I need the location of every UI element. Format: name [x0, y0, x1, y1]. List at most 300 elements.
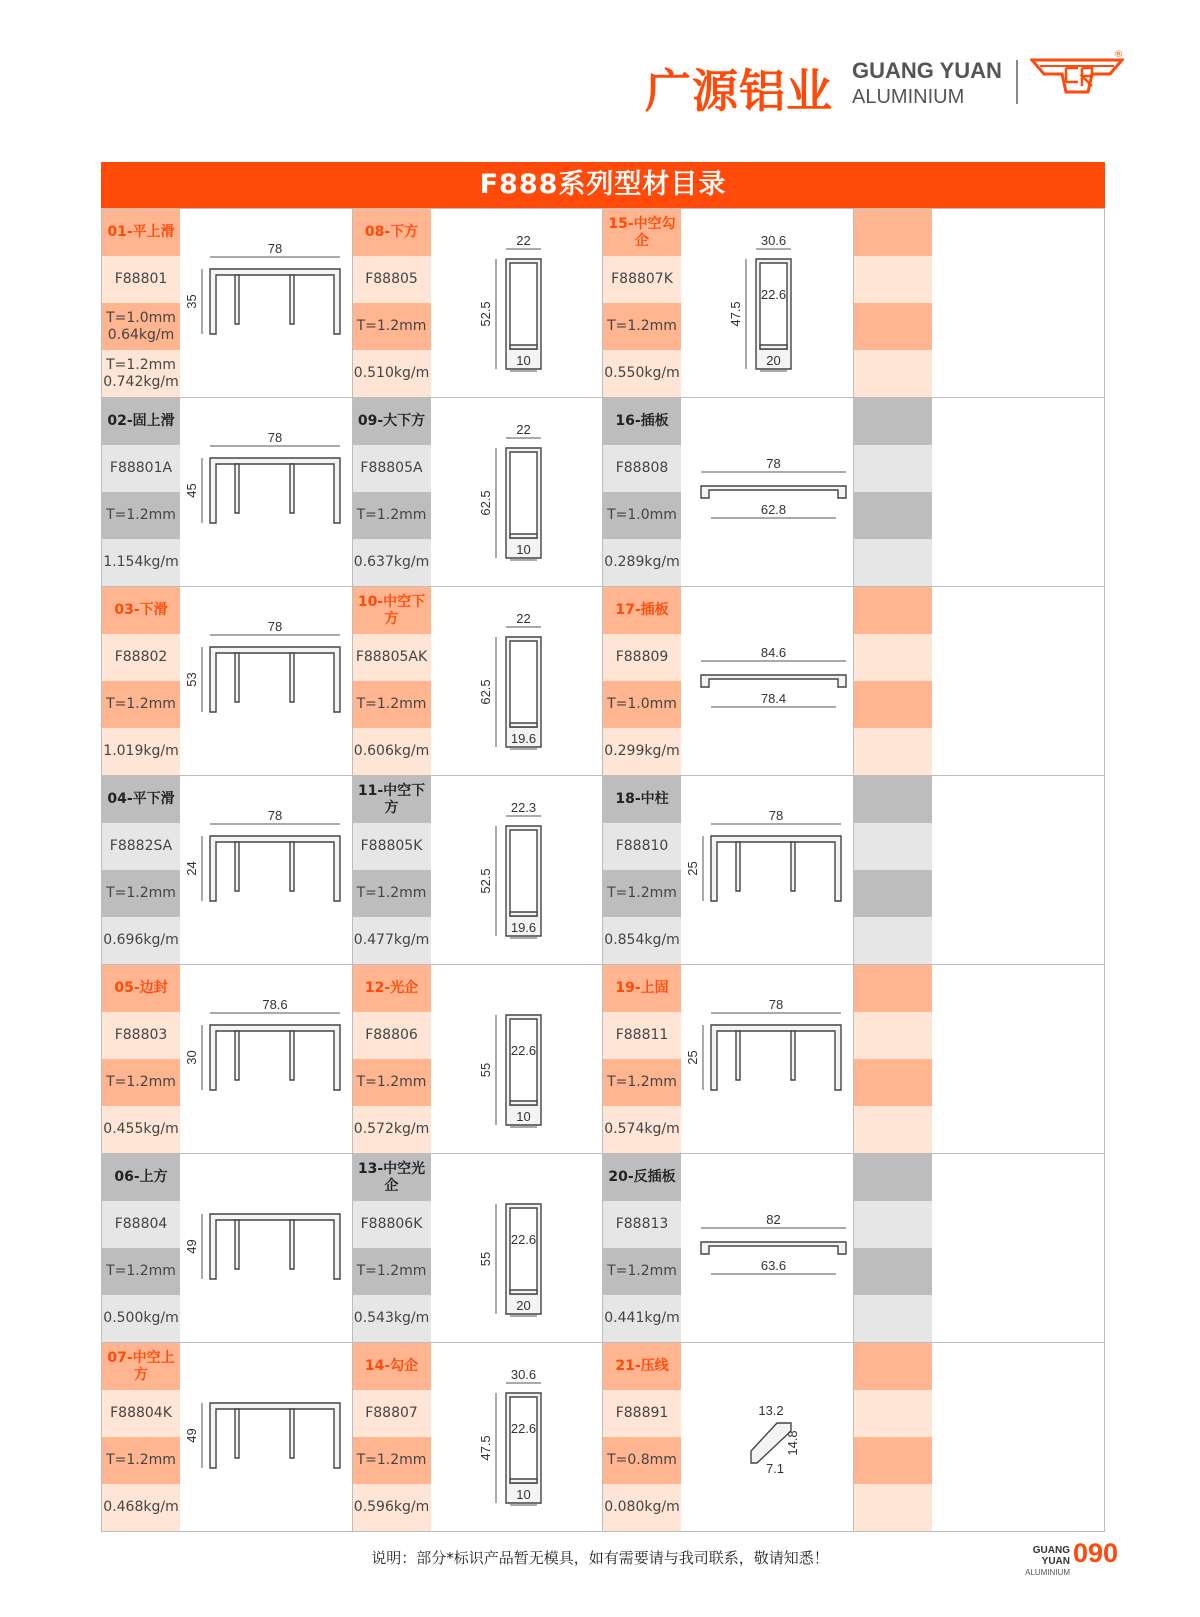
profile-thickness: T=1.2mm: [102, 1248, 180, 1295]
dimension-label: 24: [184, 861, 199, 876]
profile-labels: [603, 587, 681, 775]
profile-name: [854, 209, 932, 256]
profile-thickness: T=1.2mm: [102, 1437, 180, 1484]
dimension-label: 22.3: [510, 800, 536, 815]
profile-labels: [854, 1343, 932, 1531]
catalog-row: [102, 964, 1104, 1153]
profile-labels: [353, 1343, 431, 1531]
footer-brand-sub: ALUMINIUM: [1025, 1568, 1070, 1577]
profile-drawing: [431, 776, 603, 964]
profile-thickness: T=1.0mm: [603, 492, 681, 539]
profile-code: F88808: [603, 445, 681, 492]
catalog-row: [102, 397, 1104, 586]
profile-weight: [854, 1295, 932, 1342]
dimension-label: 45: [184, 483, 199, 498]
profile-labels: [854, 398, 932, 586]
dimension-label: 22.6: [760, 287, 787, 302]
profile-name: 19-上固: [603, 965, 681, 1012]
brand-name-cn: 广源铝业: [645, 64, 833, 118]
profile-item: [102, 398, 353, 586]
profile-drawing: [932, 398, 1105, 586]
profile-section: [711, 1025, 841, 1090]
profile-thickness: T=1.2mm: [102, 1059, 180, 1106]
profile-drawing: [932, 776, 1105, 964]
profile-name: 17-插板: [603, 587, 681, 634]
profile-drawing: [681, 1154, 853, 1342]
dimension-label: 78: [768, 997, 784, 1012]
dimension-label: 49: [184, 1239, 199, 1254]
profile-section: [235, 275, 239, 324]
profile-code: F88807: [353, 1390, 431, 1437]
profile-section: [791, 1031, 795, 1080]
profile-name: 04-平下滑: [102, 776, 180, 823]
profile-weight: 0.637kg/m: [353, 539, 431, 586]
profile-labels: [353, 1154, 431, 1342]
profile-section: [510, 723, 537, 727]
profile-section: [701, 486, 846, 498]
dimension-label: 13.2: [758, 1403, 784, 1418]
profile-item: [102, 1343, 353, 1531]
dimension-label: 10: [515, 353, 531, 368]
profile-labels: [353, 965, 431, 1153]
registered-mark: ®: [1114, 50, 1123, 60]
profile-section: [235, 464, 239, 513]
profile-code: F88805AK: [353, 634, 431, 681]
profile-name: [854, 398, 932, 445]
profile-drawing-svg: [180, 1154, 353, 1342]
dimension-label: 78.4: [760, 691, 787, 706]
profile-item: [603, 587, 854, 775]
profile-drawing: [681, 965, 853, 1153]
profile-code: F88801A: [102, 445, 180, 492]
profile-weight: [854, 1484, 932, 1531]
profile-weight: [854, 1106, 932, 1153]
profile-section: [510, 1290, 537, 1294]
footer-brand: [1002, 1545, 1070, 1578]
profile-name: [854, 776, 932, 823]
profile-labels: [603, 776, 681, 964]
profile-item: [102, 209, 353, 397]
profile-code: F88805K: [353, 823, 431, 870]
profile-drawing-svg: [681, 209, 854, 397]
profile-item: [102, 587, 353, 775]
dimension-label: 62.8: [760, 502, 787, 517]
profile-labels: [854, 1154, 932, 1342]
profile-item: [102, 1154, 353, 1342]
dimension-label: 22.6: [510, 1232, 536, 1247]
dimension-label: 55: [477, 1251, 493, 1267]
brand-divider: [1016, 60, 1018, 104]
profile-name: 13-中空光企: [353, 1154, 431, 1201]
profile-drawing-svg: [431, 1343, 604, 1531]
profile-code: [854, 1012, 932, 1059]
dimension-label: 52.5: [477, 301, 493, 327]
profile-name: 16-插板: [603, 398, 681, 445]
profile-labels: [854, 209, 932, 397]
profile-section: [210, 1025, 340, 1090]
profile-thickness: T=1.2mm: [603, 870, 681, 917]
profile-code: F88804: [102, 1201, 180, 1248]
profile-section: [235, 1031, 239, 1080]
profile-drawing-svg: [180, 965, 353, 1153]
profile-item: [854, 965, 1105, 1153]
dimension-label: 78: [267, 430, 283, 445]
dimension-label: 20: [515, 1298, 531, 1313]
profile-name: 07-中空上方: [102, 1343, 180, 1390]
profile-labels: [353, 209, 431, 397]
profile-drawing-svg: [180, 776, 353, 964]
footer-brand-name: GUANG YUAN: [1032, 1545, 1070, 1567]
profile-thickness: T=1.2mm: [353, 1437, 431, 1484]
profile-drawing-svg: [180, 209, 353, 397]
profile-thickness: T=1.2mm: [353, 870, 431, 917]
profile-drawing: [431, 1343, 603, 1531]
profile-weight: 0.289kg/m: [603, 539, 681, 586]
profile-drawing: [431, 1154, 603, 1342]
profile-section: [290, 1409, 294, 1458]
profile-code: F88806: [353, 1012, 431, 1059]
profile-section: [235, 1409, 239, 1458]
profile-code: F88805: [353, 256, 431, 303]
dimension-label: 78.6: [262, 997, 288, 1012]
profile-code: F88811: [603, 1012, 681, 1059]
profile-section: [510, 534, 537, 538]
profile-item: [353, 398, 604, 586]
dimension-label: 10: [515, 1487, 531, 1502]
dimension-label: 19.6: [510, 920, 536, 935]
profile-item: [353, 965, 604, 1153]
profile-section: [210, 1214, 340, 1279]
profile-labels: [102, 1154, 180, 1342]
profile-weight: 0.441kg/m: [603, 1295, 681, 1342]
profile-thickness: [854, 681, 932, 728]
dimension-label: 10: [515, 1109, 531, 1124]
footer-note: 说明：部分*标识产品暂无模具，如有需要请与我司联系，敬请知悉！: [371, 1549, 829, 1567]
profile-thickness: T=1.2mm: [353, 303, 431, 350]
profile-drawing: [180, 1154, 352, 1342]
profile-weight: 0.854kg/m: [603, 917, 681, 964]
dimension-label: 19.6: [510, 731, 536, 746]
profile-section: [290, 1220, 294, 1269]
profile-name: 11-中空下方: [353, 776, 431, 823]
profile-thickness: T=1.2mm: [353, 1248, 431, 1295]
profile-weight: 0.500kg/m: [102, 1295, 180, 1342]
profile-item: [603, 776, 854, 964]
profile-section: [210, 458, 340, 523]
profile-thickness: T=1.2mm: [102, 492, 180, 539]
profile-drawing: [681, 1343, 853, 1531]
profile-labels: [854, 587, 932, 775]
profile-name: 21-压线: [603, 1343, 681, 1390]
dimension-label: 49: [184, 1428, 199, 1443]
profile-weight: 0.543kg/m: [353, 1295, 431, 1342]
profile-drawing: [431, 587, 603, 775]
profile-name: [854, 1343, 932, 1390]
dimension-label: 84.6: [760, 645, 787, 660]
profile-labels: [603, 1154, 681, 1342]
profile-weight: 1.154kg/m: [102, 539, 180, 586]
dimension-label: 82: [766, 1212, 781, 1227]
profile-code: F88804K: [102, 1390, 180, 1437]
catalog-row: [102, 586, 1104, 775]
dimension-label: 22.6: [510, 1043, 536, 1058]
catalog-row: [102, 1153, 1104, 1342]
profile-labels: [603, 965, 681, 1153]
catalog-row: [102, 208, 1104, 397]
profile-labels: [102, 209, 180, 397]
dimension-label: 35: [184, 294, 199, 309]
profile-code: [854, 256, 932, 303]
profile-labels: [102, 1343, 180, 1531]
profile-thickness: [854, 1248, 932, 1295]
profile-weight: [854, 728, 932, 775]
profile-section: [736, 842, 740, 891]
profile-item: [353, 587, 604, 775]
profile-drawing-svg: [681, 587, 854, 775]
profile-weight: 0.477kg/m: [353, 917, 431, 964]
profile-weight: 0.596kg/m: [353, 1484, 431, 1531]
profile-drawing-svg: [681, 1154, 854, 1342]
dimension-label: 20: [766, 353, 781, 368]
profile-thickness: T=1.2mm: [102, 681, 180, 728]
dimension-label: 22: [515, 422, 531, 437]
profile-item: [353, 209, 604, 397]
dimension-label: 30.6: [760, 233, 787, 248]
profile-name: 18-中柱: [603, 776, 681, 823]
dimension-label: 22: [515, 233, 531, 248]
profile-code: [854, 1201, 932, 1248]
profile-section: [290, 275, 294, 324]
profile-thickness: [854, 303, 932, 350]
profile-code: F88803: [102, 1012, 180, 1059]
profile-thickness: T=0.8mm: [603, 1437, 681, 1484]
profile-thickness: T=1.2mm: [353, 492, 431, 539]
profile-code: F88813: [603, 1201, 681, 1248]
profile-name: 10-中空下方: [353, 587, 431, 634]
dimension-label: 22.6: [510, 1421, 536, 1436]
profile-drawing-svg: [681, 776, 854, 964]
profile-item: [603, 209, 854, 397]
profile-labels: [603, 1343, 681, 1531]
profile-item: [854, 587, 1105, 775]
profile-section: [290, 1031, 294, 1080]
profile-drawing: [681, 209, 853, 397]
profile-section: [711, 836, 841, 901]
profile-drawing: [681, 398, 853, 586]
profile-thickness: T=1.2mm: [603, 1248, 681, 1295]
catalog-title: F888系列型材目录: [101, 162, 1105, 208]
profile-drawing: [932, 209, 1105, 397]
profile-section: [235, 842, 239, 891]
profile-drawing-svg: [431, 965, 604, 1153]
profile-drawing: [431, 209, 603, 397]
page-number: 090: [1073, 1538, 1119, 1568]
profile-drawing: [180, 398, 352, 586]
profile-labels: [102, 776, 180, 964]
profile-section: [510, 1101, 537, 1105]
profile-code: F88810: [603, 823, 681, 870]
profile-section: [210, 269, 340, 334]
profile-section: [235, 1220, 239, 1269]
profile-thickness: T=1.2mm: [353, 1059, 431, 1106]
profile-section: [290, 842, 294, 891]
profile-drawing: [431, 965, 603, 1153]
profile-code: [854, 1390, 932, 1437]
profile-code: F8882SA: [102, 823, 180, 870]
profile-drawing-svg: [431, 587, 604, 775]
profile-name: [854, 587, 932, 634]
catalog-grid: [101, 208, 1105, 1532]
profile-section: [210, 836, 340, 901]
profile-thickness: [854, 492, 932, 539]
profile-weight: 0.080kg/m: [603, 1484, 681, 1531]
profile-drawing: [681, 587, 853, 775]
profile-item: [603, 1343, 854, 1531]
profile-weight: 0.550kg/m: [603, 350, 681, 397]
profile-item: [854, 1154, 1105, 1342]
profile-item: [353, 776, 604, 964]
profile-drawing-svg: [431, 1154, 604, 1342]
profile-section: [510, 912, 537, 916]
profile-drawing: [180, 776, 352, 964]
profile-thickness: T=1.0mm 0.64kg/m: [102, 303, 180, 350]
profile-name: [854, 1154, 932, 1201]
brand-name-en: GUANG YUAN: [852, 58, 1002, 83]
profile-weight: [854, 917, 932, 964]
profile-weight: 0.574kg/m: [603, 1106, 681, 1153]
dimension-label: 52.5: [477, 868, 493, 894]
profile-section: [791, 842, 795, 891]
profile-thickness: T=1.2mm: [603, 303, 681, 350]
brand-name-en-sub: ALUMINIUM: [852, 86, 965, 108]
profile-item: [102, 776, 353, 964]
profile-name: 15-中空勾企: [603, 209, 681, 256]
dimension-label: 25: [685, 861, 700, 876]
profile-code: F88891: [603, 1390, 681, 1437]
profile-code: F88806K: [353, 1201, 431, 1248]
dimension-label: 10: [515, 542, 531, 557]
profile-item: [603, 1154, 854, 1342]
dimension-label: 78: [766, 456, 781, 471]
profile-labels: [353, 776, 431, 964]
profile-section: [290, 653, 294, 702]
profile-drawing-svg: [180, 1343, 353, 1531]
profile-section: [701, 675, 846, 687]
profile-item: [854, 209, 1105, 397]
profile-labels: [102, 587, 180, 775]
profile-name: 06-上方: [102, 1154, 180, 1201]
profile-item: [854, 398, 1105, 586]
profile-labels: [854, 776, 932, 964]
profile-item: [854, 776, 1105, 964]
profile-name: 12-光企: [353, 965, 431, 1012]
profile-section: [210, 647, 340, 712]
dimension-label: 62.5: [477, 679, 493, 705]
profile-weight: [854, 350, 932, 397]
profile-section: [290, 464, 294, 513]
dimension-label: 78: [768, 808, 784, 823]
profile-drawing: [932, 1343, 1105, 1531]
profile-labels: [102, 965, 180, 1153]
profile-drawing-svg: [431, 209, 604, 397]
dimension-label: 47.5: [728, 301, 743, 327]
profile-weight: 0.468kg/m: [102, 1484, 180, 1531]
profile-labels: [102, 398, 180, 586]
profile-weight: [854, 539, 932, 586]
dimension-label: 47.5: [477, 1435, 493, 1461]
dimension-label: 25: [685, 1050, 700, 1065]
profile-name: 08-下方: [353, 209, 431, 256]
profile-code: F88807K: [603, 256, 681, 303]
profile-name: 02-固上滑: [102, 398, 180, 445]
profile-drawing: [180, 209, 352, 397]
profile-code: F88805A: [353, 445, 431, 492]
profile-drawing: [180, 587, 352, 775]
dimension-label: 30.6: [510, 1367, 536, 1382]
profile-labels: [854, 965, 932, 1153]
profile-code: [854, 445, 932, 492]
profile-name: 01-平上滑: [102, 209, 180, 256]
profile-drawing-svg: [681, 398, 854, 586]
profile-labels: [353, 398, 431, 586]
profile-drawing-svg: [180, 587, 353, 775]
profile-weight: 0.572kg/m: [353, 1106, 431, 1153]
profile-item: [603, 965, 854, 1153]
profile-drawing: [180, 1343, 352, 1531]
profile-code: [854, 823, 932, 870]
profile-section: [736, 1031, 740, 1080]
profile-weight: 0.696kg/m: [102, 917, 180, 964]
profile-item: [854, 1343, 1105, 1531]
profile-code: F88801: [102, 256, 180, 303]
profile-name: 20-反插板: [603, 1154, 681, 1201]
profile-labels: [603, 398, 681, 586]
profile-thickness: T=1.2mm: [102, 870, 180, 917]
profile-code: F88802: [102, 634, 180, 681]
dimension-label: 62.5: [477, 490, 493, 516]
profile-item: [102, 965, 353, 1153]
dimension-label: 78: [267, 808, 283, 823]
profile-weight: T=1.2mm 0.742kg/m: [102, 350, 180, 397]
profile-thickness: T=1.0mm: [603, 681, 681, 728]
profile-item: [353, 1154, 604, 1342]
profile-labels: [603, 209, 681, 397]
profile-weight: 0.455kg/m: [102, 1106, 180, 1153]
profile-weight: 0.606kg/m: [353, 728, 431, 775]
profile-code: F88809: [603, 634, 681, 681]
profile-name: 14-勾企: [353, 1343, 431, 1390]
profile-drawing: [932, 1154, 1105, 1342]
profile-thickness: [854, 1437, 932, 1484]
dimension-label: 55: [477, 1062, 493, 1078]
dimension-label: 63.6: [760, 1258, 787, 1273]
profile-name: 03-下滑: [102, 587, 180, 634]
profile-catalog: [101, 162, 1105, 1532]
profile-section: [210, 1403, 340, 1468]
gyr-logo-icon: [1030, 52, 1124, 104]
profile-drawing: [180, 965, 352, 1153]
profile-drawing: [431, 398, 603, 586]
dimension-label: 22: [515, 611, 531, 626]
dimension-label: 78: [267, 241, 283, 256]
profile-name: 09-大下方: [353, 398, 431, 445]
profile-drawing-svg: [681, 1343, 854, 1531]
profile-weight: 0.510kg/m: [353, 350, 431, 397]
page-header: [0, 0, 1200, 140]
profile-section: [760, 345, 787, 349]
profile-drawing: [681, 776, 853, 964]
profile-section: [701, 1242, 846, 1254]
